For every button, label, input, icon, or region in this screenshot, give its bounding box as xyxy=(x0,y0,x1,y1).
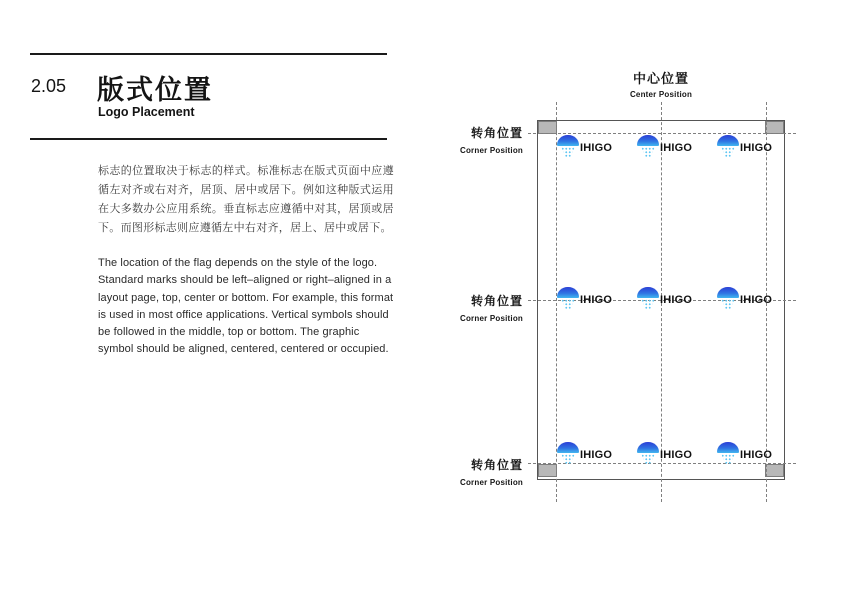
corner-position-label-zh: 转角位置 xyxy=(470,294,523,308)
ihigo-logo xyxy=(557,135,615,159)
logo-rain-dots-icon xyxy=(561,299,575,310)
logo-rain-dots-icon xyxy=(561,454,575,465)
corner-position-label-middle xyxy=(430,292,523,323)
corner-position-label-zh: 转角位置 xyxy=(470,126,523,140)
center-position-label xyxy=(601,68,721,99)
page-subtitle: Logo Placement xyxy=(98,105,195,119)
logo-wordmark: IHIGO xyxy=(660,142,693,154)
logo-wordmark: IHIGO xyxy=(580,294,613,306)
logo-umbrella-icon xyxy=(557,442,579,453)
corner-position-label-en: Corner Position xyxy=(459,146,523,155)
corner-position-label-zh: 转角位置 xyxy=(470,458,523,472)
logo-umbrella-icon xyxy=(557,287,579,298)
logo-rain-dots-icon xyxy=(641,454,655,465)
logo-umbrella-icon xyxy=(717,135,739,146)
logo-wordmark: IHIGO xyxy=(740,142,773,154)
ihigo-logo xyxy=(717,287,775,311)
corner-position-label-en: Corner Position xyxy=(459,314,523,323)
logo-umbrella-icon xyxy=(717,442,739,453)
description-en: The location of the flag depends on the style of the logo. Standard marks should be left–aligned or right–aligned in a layout page, top, center or bottom. For example, this format is used in most office applications. Vertical symbols should be followed in the middle, top or bottom. The graphic symbol should be aligned, centered, centered or occupied. xyxy=(98,257,394,356)
logo-umbrella-icon xyxy=(637,442,659,453)
logo-rain-dots-icon xyxy=(721,147,735,158)
corner-position-label-en: Corner Position xyxy=(459,478,523,487)
logo-wordmark: IHIGO xyxy=(580,142,613,154)
logo-rain-dots-icon xyxy=(721,454,735,465)
ihigo-logo xyxy=(637,287,695,311)
description-zh: 标志的位置取决于标志的样式。标准标志在版式页面中应遵循左对齐或右对齐，居顶、居中或居下。例如这种版式运用在大多数办公应用系统。垂直标志应遵循中对其，居顶或居下。而图形标志则应遵循左中右对齐，居上、居中或居下。 xyxy=(98,165,394,234)
logo-rain-dots-icon xyxy=(721,299,735,310)
logo-wordmark: IHIGO xyxy=(740,294,773,306)
logo-umbrella-icon xyxy=(637,287,659,298)
corner-position-label-bottom xyxy=(430,456,523,487)
center-position-label-zh: 中心位置 xyxy=(632,71,689,86)
logo-rain-dots-icon xyxy=(641,147,655,158)
center-position-label-en: Center Position xyxy=(629,90,693,99)
horizontal-guide-top xyxy=(528,133,796,134)
logo-wordmark: IHIGO xyxy=(660,294,693,306)
ihigo-logo xyxy=(557,287,615,311)
logo-umbrella-icon xyxy=(557,135,579,146)
header-rule-top xyxy=(30,53,387,55)
logo-umbrella-icon xyxy=(717,287,739,298)
logo-rain-dots-icon xyxy=(561,147,575,158)
logo-wordmark: IHIGO xyxy=(580,449,613,461)
logo-rain-dots-icon xyxy=(641,299,655,310)
logo-wordmark: IHIGO xyxy=(740,449,773,461)
corner-margin-square-bottom-left xyxy=(538,464,557,477)
logo-umbrella-icon xyxy=(637,135,659,146)
logo-wordmark: IHIGO xyxy=(660,449,693,461)
page-title: 版式位置 xyxy=(97,75,213,105)
header-rule-bottom xyxy=(30,138,387,140)
ihigo-logo xyxy=(637,135,695,159)
ihigo-logo xyxy=(717,135,775,159)
ihigo-logo xyxy=(637,442,695,466)
ihigo-logo xyxy=(717,442,775,466)
ihigo-logo xyxy=(557,442,615,466)
corner-position-label-top xyxy=(430,124,523,155)
section-number: 2.05 xyxy=(31,76,67,96)
